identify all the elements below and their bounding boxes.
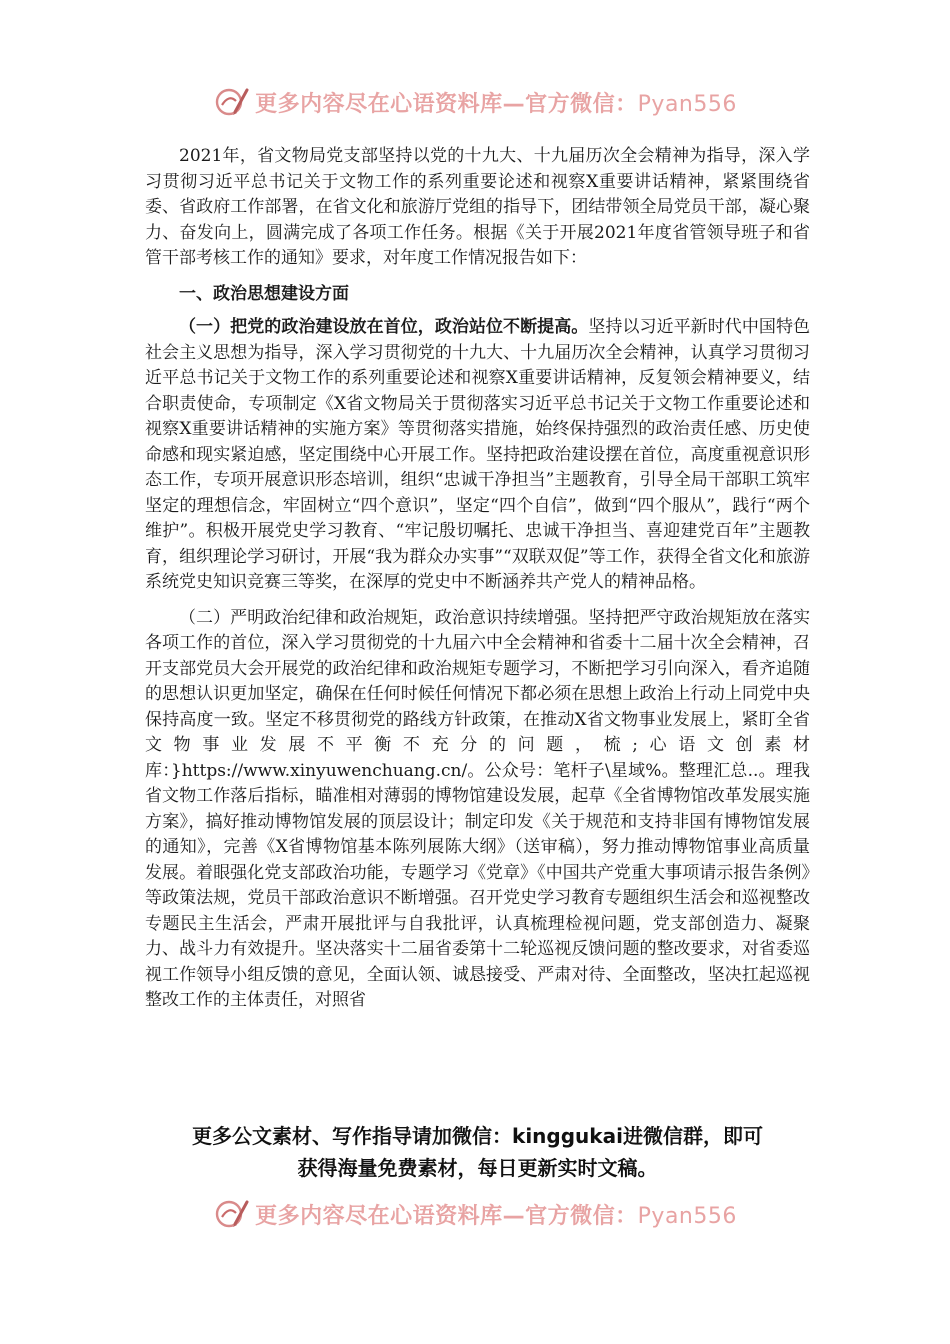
document-body [145,144,810,1014]
paragraph-1 [145,315,810,596]
paragraph-1-lead: （一）把党的政治建设放在首位，政治站位不断提高。 [179,317,589,337]
banner-wechat-id: Pyan556 [637,91,737,117]
paragraph-2: （二）严明政治纪律和政治规矩，政治意识持续增强。坚持把严守政治规矩放在落实各项工作的首位，深入学习贯彻党的十九届六中全会精神和省委十二届十次全会精神，召开支部党员大会开展党的政治纪律和政治规矩专题学习，不断把学习引向深入，看齐追随的思想认识更加坚定，确保在任何时候任何情况下都必须在思想上政治上行动上同党中央保持高度一致。坚定不移贯彻党的路线方针政策，在推动X省文物事业发展上，紧盯全省文物事业发展不平衡不充分的问题，梳;心语文创素材库：}https://www.xinyuwenchuang.cn/。公众号：笔杆子\星域%。整理汇总..。理我省文物工作落后指标，瞄准相对薄弱的博物馆建设发展，起草《全省博物馆改革发展实施方案》，搞好推动博物馆发展的顶层设计；制定印发《关于规范和支持非国有博物馆发展的通知》，完善《X省博物馆基本陈列展陈大纲》（送审稿），努力推动博物馆事业高质量发展。着眼强化党支部政治功能，专题学习《党章》《中国共产党重大事项请示报告条例》等政策法规，党员干部政治意识不断增强。召开党史学习教育专题组织生活会和巡视整改专题民主生活会，严肃开展批评与自我批评，认真梳理检视问题，党支部创造力、凝聚力、战斗力有效提升。坚决落实十二届省委第十二轮巡视反馈问题的整改要求，对省委巡视工作领导小组反馈的意见，全面认领、诚恳接受、严肃对待、全面整改，坚决扛起巡视整改工作的主体责任，对照省 [145,607,810,1010]
section-heading: 一、政治思想建设方面 [179,283,349,304]
banner-text-cn: 更多内容尽在心语资料库—官方微信： [255,91,638,117]
banner-text-cn: 更多内容尽在心语资料库—官方微信： [255,1203,638,1229]
pen-logo-icon [213,84,249,120]
pen-logo-icon [213,1196,249,1232]
promo-notice [145,1120,810,1184]
promo-notice-line-1: 更多公文素材、写作指导请加微信：kinggukai进微信群，即可 [192,1124,763,1148]
banner-wechat-id: Pyan556 [637,1203,737,1229]
banner-text [255,1199,737,1230]
paragraph-1-body: 坚持以习近平新时代中国特色社会主义思想为指导，深入学习贯彻党的十九大、十九届历次全会精神，认真学习贯彻习近平总书记关于文物工作的系列重要论述和视察X重要讲话精神，反复领会精神要义，结合职责使命，专项制定《X省文物局关于贯彻落实习近平总书记关于文物工作重要论述和视察X重要讲话精神的实施方案》等贯彻落实措施，始终保持强烈的政治责任感、历史使命感和现实紧迫感，坚定围绕中心开展工作。坚持把政治建设摆在首位，高度重视意识形态工作，专项开展意识形态培训，组织“忠诚干净担当”主题教育，引导全局干部职工筑牢坚定的理想信念，牢固树立“四个意识”，坚定“四个自信”，做到“四个服从”，践行“两个维护”。积极开展党史学习教育、“牢记殷切嘱托、忠诚干净担当、喜迎建党百年”主题教育，组织理论学习研讨，开展“我为群众办实事”“双联双促”等工作，获得全省文化和旅游系统党史知识竞赛三等奖，在深厚的党史中不断涵养共产党人的精神品格。 [145,317,811,592]
intro-paragraph: 2021年，省文物局党支部坚持以党的十九大、十九届历次全会精神为指导，深入学习贯彻习近平总书记关于文物工作的系列重要论述和视察X重要讲话精神，紧紧围绕省委、省政府工作部署，在省文化和旅游厅党组的指导下，团结带领全局党员干部，凝心聚力、奋发向上，圆满完成了各项工作任务。根据《关于开展2021年度省管领导班子和省管干部考核工作的通知》要求，对年度工作情况报告如下： [145,146,810,268]
promo-notice-line-2: 获得海量免费素材，每日更新实时文稿。 [297,1156,658,1180]
footer-watermark-banner [0,1192,950,1236]
banner-text [255,87,737,118]
header-watermark-banner [0,80,950,124]
